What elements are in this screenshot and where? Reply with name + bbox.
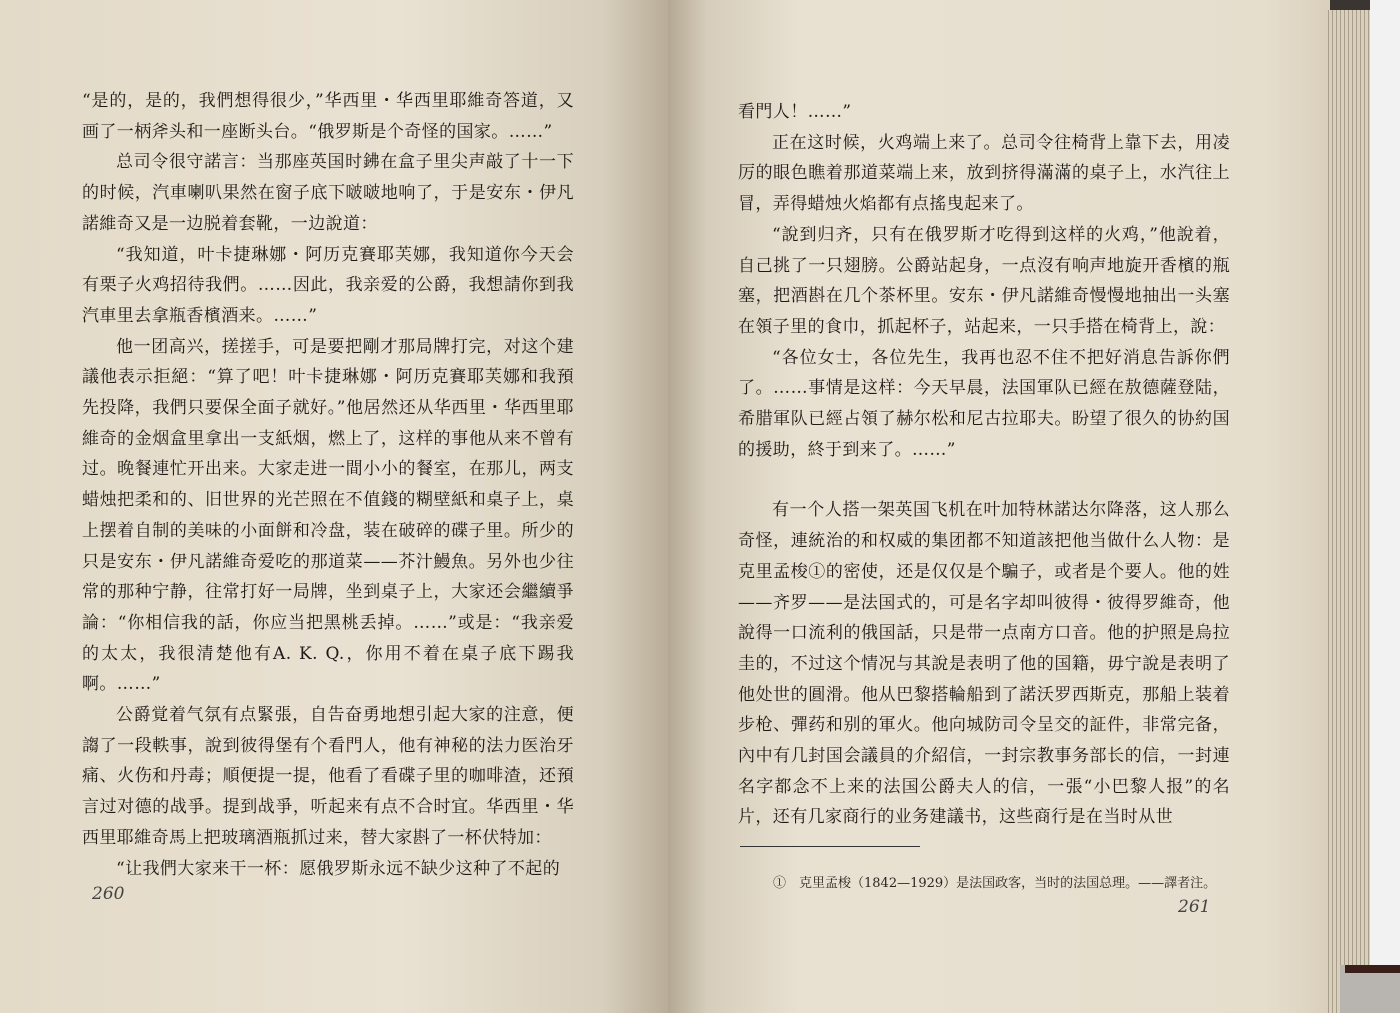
paragraph: 他一团高兴，搓搓手，可是要把剛才那局牌打完，对这个建議他表示拒絕：“算了吧！叶卡捷琳娜・阿历克賽耶芙娜和我預先投降，我們只要保全面子就好。”他居然还从华西里・华西里耶維奇的金烟盒里拿出一支紙烟，燃上了，这样的事他从来不曾有过。晚餐連忙开出来。大家走进一間小小的餐室，在那儿，两支蜡烛把柔和的、旧世界的光芒照在不值錢的糊壁紙和桌子上，桌上摆着自制的美味的小面餅和冷盘，装在破碎的碟子里。所少的只是安东・伊凡諾維奇爱吃的那道菜——芥汁鰻魚。另外也少往常的那种宁静，往常打好一局牌，坐到桌子上，大家还会繼續爭論：“你相信我的話，你应当把黑桃丢掉。……”或是：“我亲爱的太太，我很清楚他有A. K. Q.，你用不着在桌子底下踢我啊。……” — [82, 336, 574, 695]
scanner-background — [1370, 0, 1400, 1013]
paragraph: “說到归齐，只有在俄罗斯才吃得到这样的火鸡，”他說着，自己挑了一只翅膀。公爵站起身，一点沒有响声地旋开香檳的瓶塞，把酒斟在几个茶杯里。安东・伊凡諾維奇慢慢地抽出一头塞在領子里的食巾，抓起杯子，站起来，一只手搭在椅背上，說： — [738, 224, 1230, 337]
book-cover-edge — [1345, 965, 1400, 973]
paragraph: “我知道，叶卡捷琳娜・阿历克賽耶芙娜，我知道你今天会有栗子火鸡招待我們。……因此，我亲爱的公爵，我想請你到我汽車里去拿瓶香檳酒来。……” — [82, 244, 574, 326]
paragraph: 有一个人搭一架英国飞机在叶加特林諾达尔降落，这人那么奇怪，連統治的和权威的集团都不知道該把他当做什么人物：是克里孟梭①的密使，还是仅仅是个騙子，或者是个要人。他的姓——齐罗——是法国式的，可是名字却叫彼得・彼得罗維奇，他說得一口流利的俄国話，只是带一点南方口音。他的护照是烏拉圭的，不过这个情况与其說是表明了他的国籍，毋宁說是表明了他处世的圓滑。他从巴黎搭輪船到了諾沃罗西斯克，那船上装着步枪、彈药和别的軍火。他向城防司令呈交的証件，非常完备，內中有几封国会議員的介紹信，一封宗教事务部长的信，一封連名字都念不上来的法国公爵夫人的信，一張“小巴黎人报”的名片，还有几家商行的业务建議书，这些商行是在当时从世 — [738, 500, 1230, 828]
page-edges — [1325, 10, 1370, 1013]
paragraph: 总司令很守諾言：当那座英国时鉘在盒子里尖声敲了十一下的时候，汽車喇叭果然在窗子底下啵啵地响了，于是安东・伊凡諾維奇又是一边脱着套靴，一边說道： — [82, 152, 574, 234]
footnote-divider — [740, 846, 920, 847]
left-page — [0, 0, 668, 1013]
page-number: 260 — [92, 884, 125, 904]
paragraph: “各位女士，各位先生，我再也忍不住不把好消息告訴你們了。……事情是这样：今天早晨，法国軍队已經在敖德薩登陆，希腊軍队已經占領了赫尔松和尼古拉耶夫。盼望了很久的协約国的援助，終于到来了。……” — [738, 347, 1230, 460]
paragraph: 正在这时候，火鸡端上来了。总司令往椅背上靠下去，用凌厉的眼色瞧着那道菜端上来，放到挤得滿滿的桌子上，水汽往上冒，弄得蜡烛火焰都有点搖曳起来了。 — [738, 132, 1230, 215]
paragraph: 看門人！……” — [738, 102, 852, 122]
page-number: 261 — [1178, 897, 1211, 917]
footnote: ① 克里孟梭（1842—1929）是法国政客，当时的法国总理。——譯者注。 — [773, 876, 1217, 891]
paragraph: 公爵覚着气氛有点緊張，自告奋勇地想引起大家的注意，便謅了一段軼事，說到彼得堡有个看門人，他有神秘的法力医治牙痛、火伤和丹毒；順便提一提，他看了看碟子里的咖啡渣，还預言过对德的战爭。提到战爭，听起来有点不合时宜。华西里・华西里耶維奇馬上把玻璃酒瓶抓过来，替大家斟了一杯伏特加： — [82, 705, 574, 848]
left-page-text — [82, 86, 574, 884]
right-page — [668, 0, 1330, 1013]
right-page-text — [738, 97, 1230, 833]
paragraph: “是的，是的，我們想得很少，”华西里・华西里耶維奇答道，又画了一柄斧头和一座断头台。“俄罗斯是个奇怪的国家。……” — [82, 91, 574, 142]
paragraph: “让我們大家来干一杯：愿俄罗斯永远不缺少这种了不起的 — [116, 858, 561, 879]
